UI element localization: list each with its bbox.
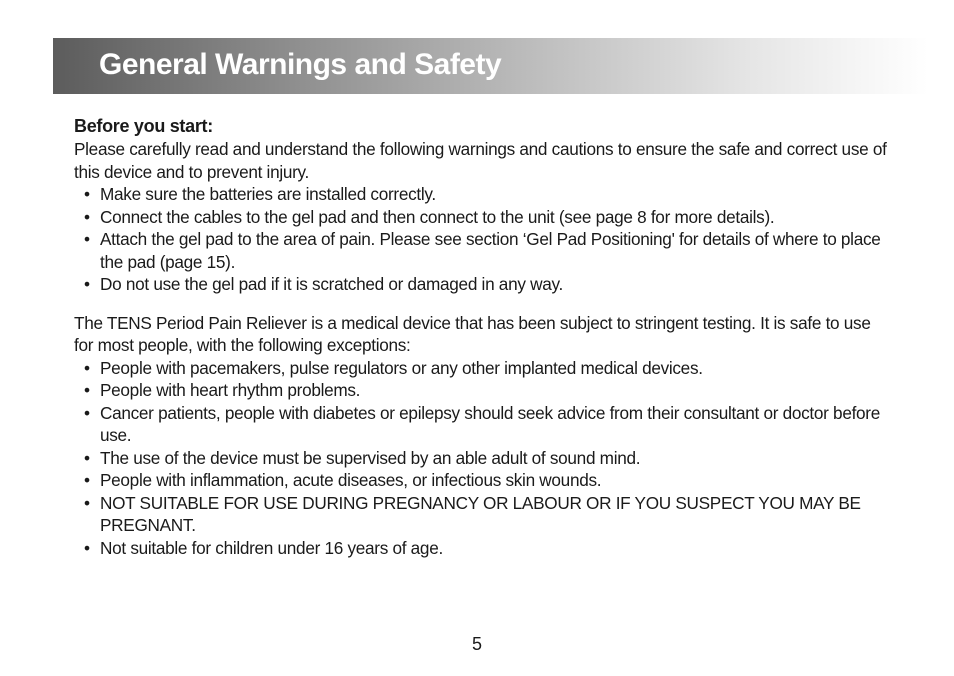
list-item: • People with inflammation, acute diseases, or infectious skin wounds. xyxy=(74,469,894,492)
list-item: • Cancer patients, people with diabetes or epilepsy should seek advice from their consultant or doctor before use. xyxy=(74,402,894,447)
list-item: • NOT SUITABLE FOR USE DURING PREGNANCY OR LABOUR OR IF YOU SUSPECT YOU MAY BE PREGNANT. xyxy=(74,492,894,537)
section-banner xyxy=(53,38,928,94)
list-item: • Attach the gel pad to the area of pain. Please see section ‘Gel Pad Positioning' for details of where to place the pad (page 15). xyxy=(74,228,894,273)
before-start-intro: Please carefully read and understand the following warnings and cautions to ensure the safe and correct use of this device and to prevent injury. xyxy=(74,139,887,182)
list-item: • The use of the device must be supervised by an able adult of sound mind. xyxy=(74,447,894,470)
exceptions-list xyxy=(74,357,894,560)
list-item: • Connect the cables to the gel pad and then connect to the unit (see page 8 for more details). xyxy=(74,206,894,229)
page-number: 5 xyxy=(471,634,482,654)
exceptions-intro: The TENS Period Pain Reliever is a medical device that has been subject to stringent testing. It is safe to use for most people, with the following exceptions: xyxy=(74,312,871,355)
list-item: • Make sure the batteries are installed correctly. xyxy=(74,183,894,206)
list-item: • People with pacemakers, pulse regulators or any other implanted medical devices. xyxy=(74,357,894,380)
list-item: • Not suitable for children under 16 years of age. xyxy=(74,537,894,560)
before-start-section xyxy=(74,114,894,296)
list-item: • Do not use the gel pad if it is scratched or damaged in any way. xyxy=(74,273,894,296)
page-title: General Warnings and Safety xyxy=(99,48,502,81)
before-start-list xyxy=(74,183,894,296)
list-item: • People with heart rhythm problems. xyxy=(74,379,894,402)
before-start-heading: Before you start: xyxy=(74,116,213,136)
exceptions-section xyxy=(74,312,894,560)
document-body xyxy=(74,114,894,559)
